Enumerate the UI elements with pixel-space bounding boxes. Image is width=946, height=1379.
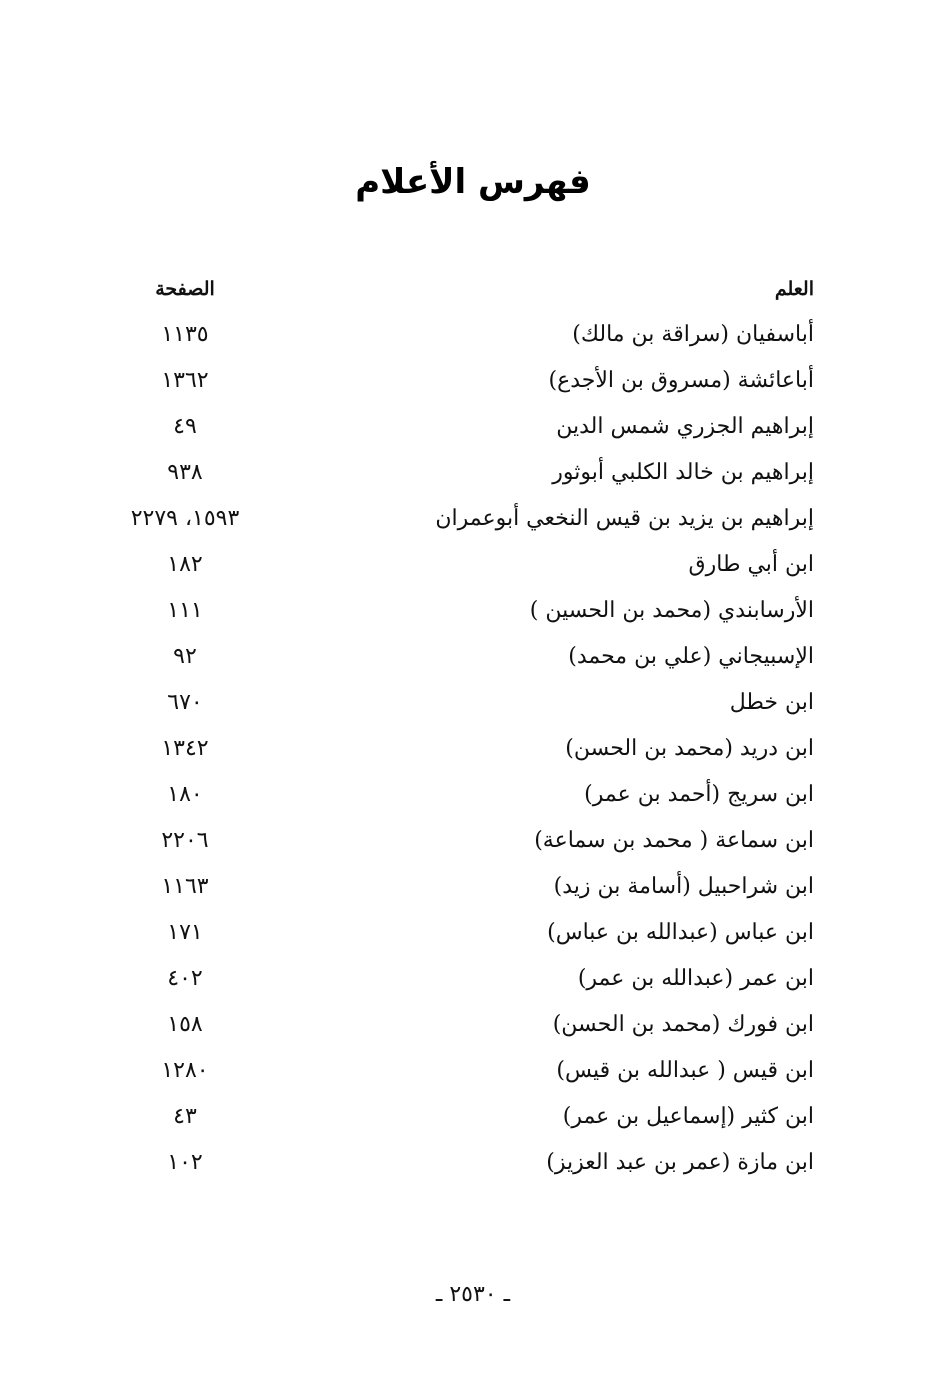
index-entry-row — [0, 772, 946, 818]
entry-page: ١٨٠ — [167, 782, 203, 807]
entry-page: ١٠٢ — [167, 1150, 203, 1175]
entry-page: ٤٠٢ — [167, 966, 203, 991]
entry-page: ١٧١ — [167, 920, 203, 945]
entry-page: ١١٣٥ — [161, 322, 209, 347]
entry-page: ١٥٨ — [167, 1012, 203, 1037]
entry-page: ١٣٤٢ — [161, 736, 209, 761]
entry-name: ابن خطل — [729, 690, 814, 715]
entry-name: إبراهيم الجزري شمس الدين — [556, 414, 814, 439]
page-number: ـ ٢٥٣٠ ـ — [435, 1282, 511, 1307]
entry-name: ابن قيس ( عبدالله بن قيس) — [556, 1058, 814, 1083]
entry-name: إبراهيم بن يزيد بن قيس النخعي أبوعمران — [435, 506, 814, 531]
index-entry-row — [0, 634, 946, 680]
index-entry-row — [0, 1140, 946, 1186]
entry-name: أباعائشة (مسروق بن الأجدع) — [548, 368, 814, 393]
entry-page: ٤٩ — [173, 414, 197, 439]
entry-name: ابن فورك (محمد بن الحسن) — [552, 1012, 814, 1037]
entry-name: ابن سماعة ( محمد بن سماعة) — [534, 828, 814, 853]
index-entry-row — [0, 680, 946, 726]
entry-page: ٦٧٠ — [167, 690, 203, 715]
entry-page: ١١٦٣ — [161, 874, 209, 899]
entry-name: ابن كثير (إسماعيل بن عمر) — [562, 1104, 814, 1129]
column-header-name: العلم — [774, 278, 814, 300]
index-entry-row — [0, 404, 946, 450]
index-entry-row — [0, 588, 946, 634]
entry-name: إبراهيم بن خالد الكلبي أبوثور — [552, 460, 814, 485]
index-entry-row — [0, 358, 946, 404]
entry-page: ١٣٦٢ — [161, 368, 209, 393]
column-header-page: الصفحة — [155, 278, 215, 300]
entry-page: ١٢٨٠ — [161, 1058, 209, 1083]
entry-name: ابن عباس (عبدالله بن عباس) — [547, 920, 814, 945]
index-entry-row — [0, 726, 946, 772]
index-entry-row — [0, 1094, 946, 1140]
index-entry-row — [0, 956, 946, 1002]
entry-name: ابن شراحبيل (أسامة بن زيد) — [553, 874, 814, 899]
index-header-row — [0, 266, 946, 312]
index-entry-row — [0, 818, 946, 864]
index-table — [0, 266, 946, 1186]
index-entry-row — [0, 542, 946, 588]
page-title: فهرس الأعلام — [355, 162, 591, 202]
entry-name: ابن مازة (عمر بن عبد العزيز) — [546, 1150, 814, 1175]
index-entry-row — [0, 1048, 946, 1094]
entry-page: ٢٢٠٦ — [161, 828, 209, 853]
index-entry-row — [0, 910, 946, 956]
entry-name: الأرسابندي (محمد بن الحسين ) — [529, 598, 814, 623]
entry-name: ابن دريد (محمد بن الحسن) — [565, 736, 814, 761]
index-entry-row — [0, 1002, 946, 1048]
index-entry-row — [0, 496, 946, 542]
entry-page: ٩٣٨ — [167, 460, 203, 485]
entry-page: ١٥٩٣، ٢٢٧٩ — [130, 506, 240, 531]
index-rows — [0, 312, 946, 1186]
entry-name: ابن أبي طارق — [688, 552, 814, 577]
index-entry-row — [0, 312, 946, 358]
entry-page: ١٨٢ — [167, 552, 203, 577]
entry-page: ١١١ — [167, 598, 203, 623]
index-entry-row — [0, 864, 946, 910]
entry-page: ٤٣ — [173, 1104, 197, 1129]
entry-name: الإسبيجاني (علي بن محمد) — [568, 644, 814, 669]
entry-name: أباسفيان (سراقة بن مالك) — [572, 322, 814, 347]
index-entry-row — [0, 450, 946, 496]
entry-name: ابن عمر (عبدالله بن عمر) — [577, 966, 814, 991]
entry-page: ٩٢ — [173, 644, 197, 669]
entry-name: ابن سريج (أحمد بن عمر) — [584, 782, 814, 807]
